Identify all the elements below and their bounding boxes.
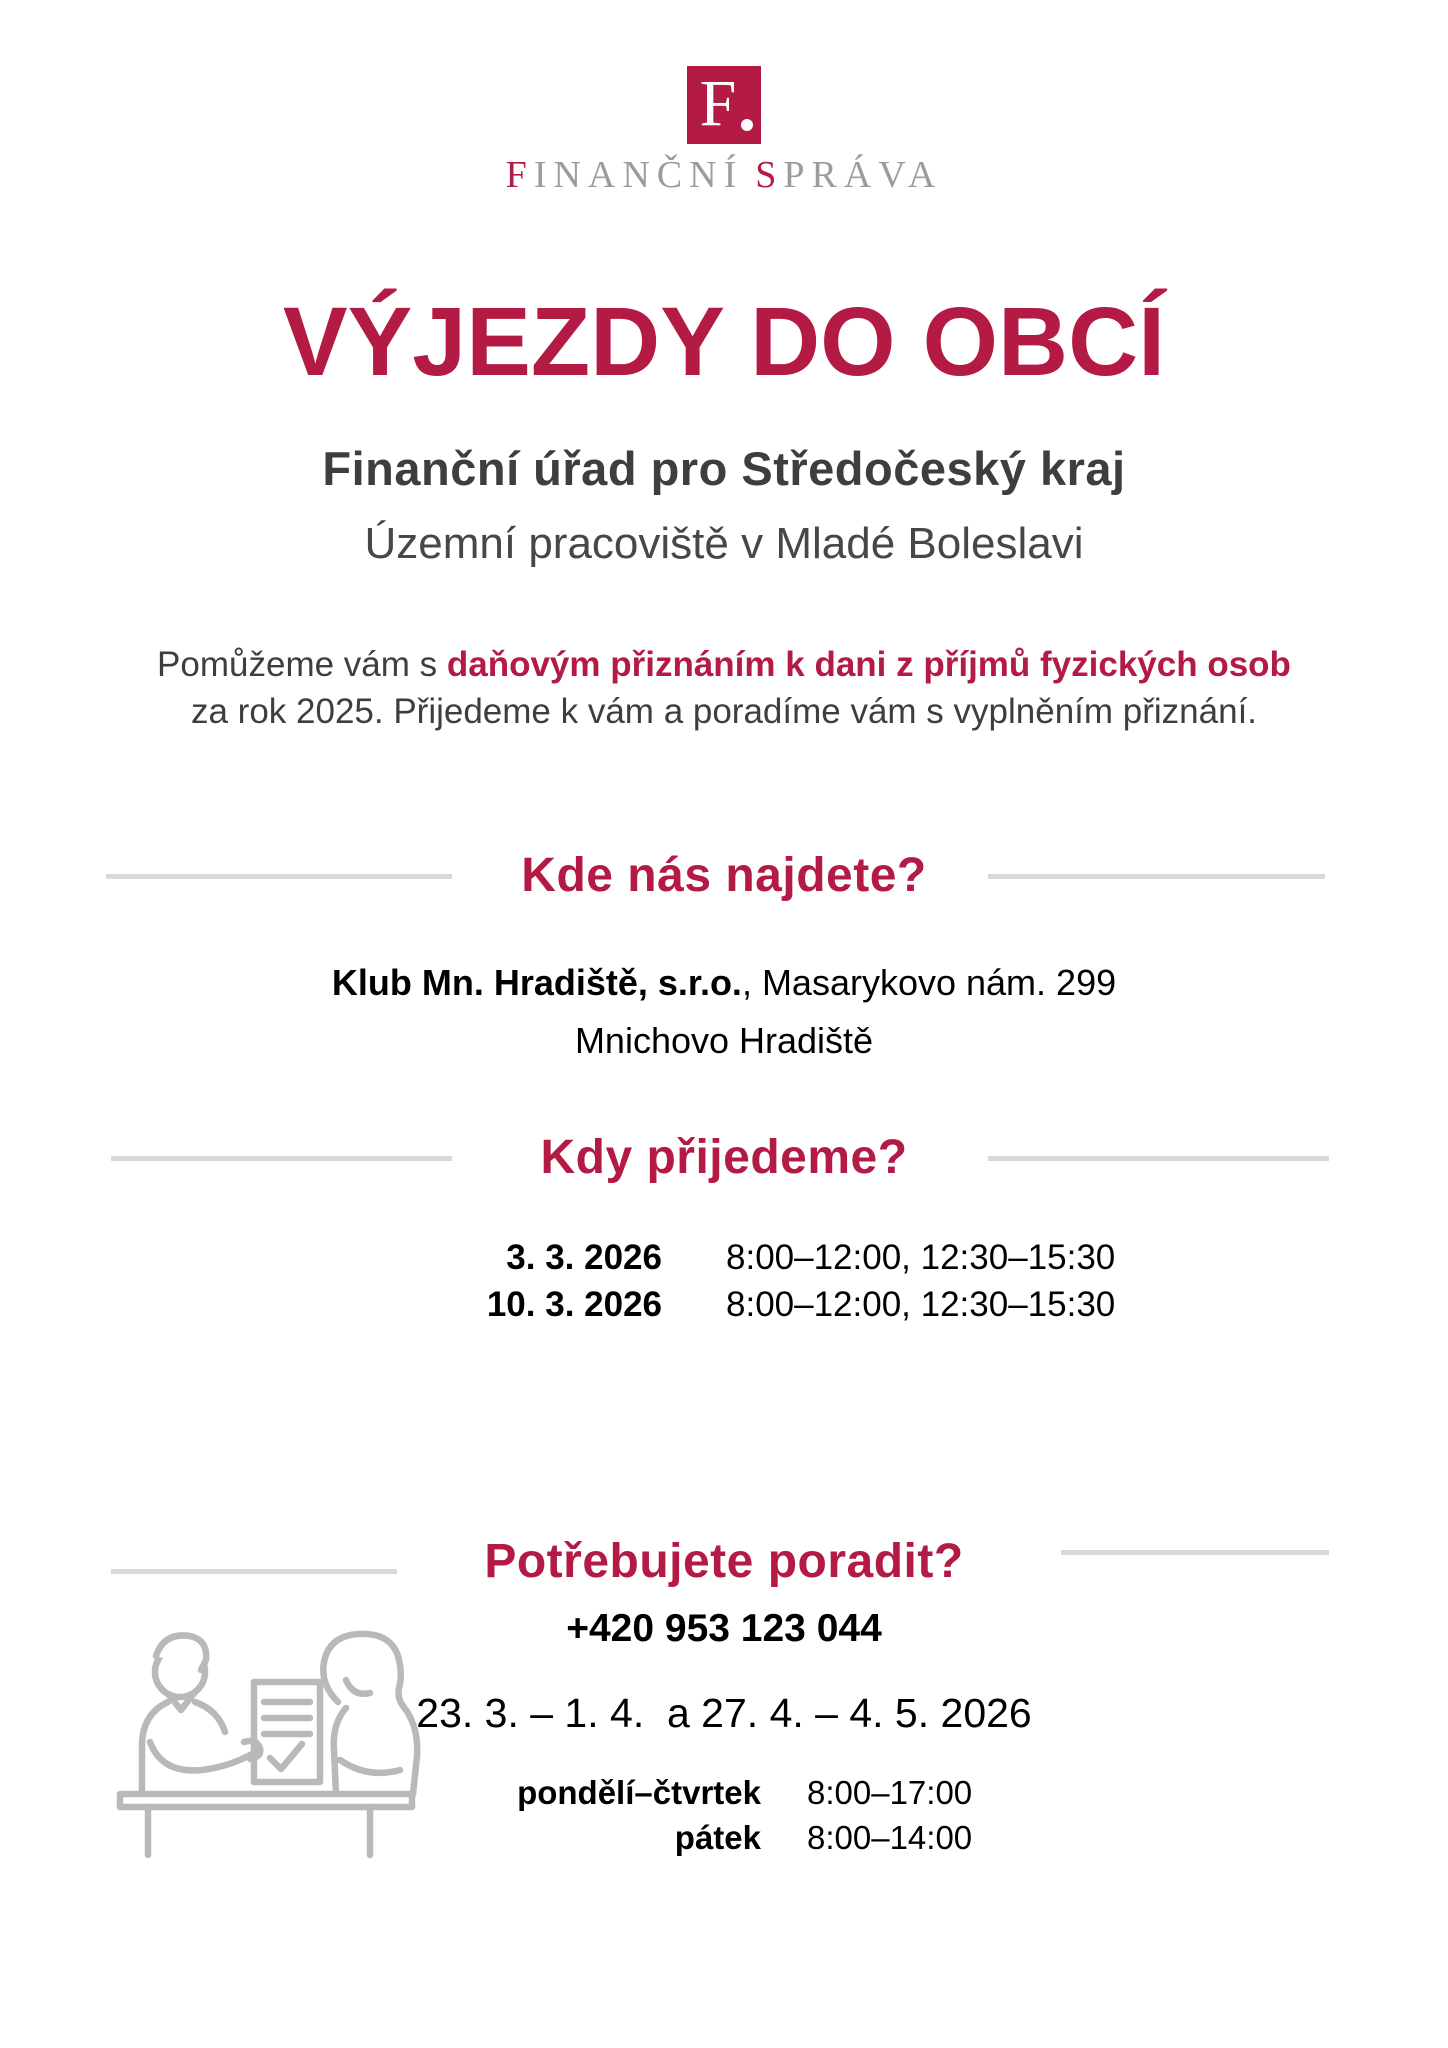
divider-line-right [1061,1550,1329,1555]
logo-wordmark [0,153,1448,197]
venue-city: Mnichovo Hradiště [574,1020,874,1061]
venue-address-line [0,962,1448,1004]
intro-line-1 [0,641,1448,688]
logo-monogram: F [699,67,737,140]
visit-date: 3. 3. 2026 [506,1238,662,1277]
wordmark-rest-2: PRÁVA [783,154,943,196]
intro-text [0,641,1448,735]
visit-row [0,1240,1448,1276]
section-heading-when-label: Kdy přijedeme? [540,1131,908,1184]
hours-time: 8:00–14:00 [807,1819,973,1856]
divider-line-left [111,1569,397,1574]
intro-line-2: za rok 2025. Přijedeme k vám a poradíme vám s vyplněním přiznání. [190,692,1258,731]
hours-days: pondělí–čtvrtek [517,1774,761,1811]
page-title: VÝJEZDY DO OBCÍ [282,287,1166,396]
intro-prefix: Pomůžeme vám s [157,645,447,684]
intro-highlight: daňovým přiznáním k dani z příjmů fyzických osob [446,645,1291,684]
visit-row [0,1287,1448,1323]
visit-time: 8:00–12:00, 12:30–15:30 [726,1285,1116,1324]
consultation-period: 23. 3. – 1. 4. a 27. 4. – 4. 5. 2026 [416,1690,1032,1736]
section-heading-where-label: Kde nás najdete? [521,849,927,902]
consultation-icon [106,1626,430,1862]
divider-line-right [988,874,1325,879]
section-heading-when [0,1130,1448,1185]
phone-number: +420 953 123 044 [566,1607,882,1650]
visit-time: 8:00–12:00, 12:30–15:30 [726,1238,1116,1277]
office-branch: Územní pracoviště v Mladé Boleslavi [364,519,1084,568]
office-name: Finanční úřad pro Středočeský kraj [322,442,1126,495]
divider-line-left [106,874,452,879]
section-heading-help [0,1534,1448,1589]
section-heading-where [0,848,1448,903]
hours-days: pátek [674,1819,761,1856]
venue-name: Klub Mn. Hradiště, s.r.o. [331,962,742,1003]
financni-sprava-logo [687,66,761,144]
wordmark-initial-s: S [755,154,784,196]
hours-time: 8:00–17:00 [807,1774,973,1811]
divider-line-right [988,1156,1329,1161]
section-heading-help-label: Potřebujete poradit? [484,1535,964,1588]
visit-date: 10. 3. 2026 [486,1285,662,1324]
venue-street: , Masarykovo nám. 299 [741,962,1117,1003]
logo-dot [741,119,753,131]
visit-schedule [0,1240,1448,1323]
wordmark-initial-f: F [505,154,534,196]
wordmark-rest-1: INANČNÍ [533,154,744,196]
divider-line-left [111,1156,452,1161]
